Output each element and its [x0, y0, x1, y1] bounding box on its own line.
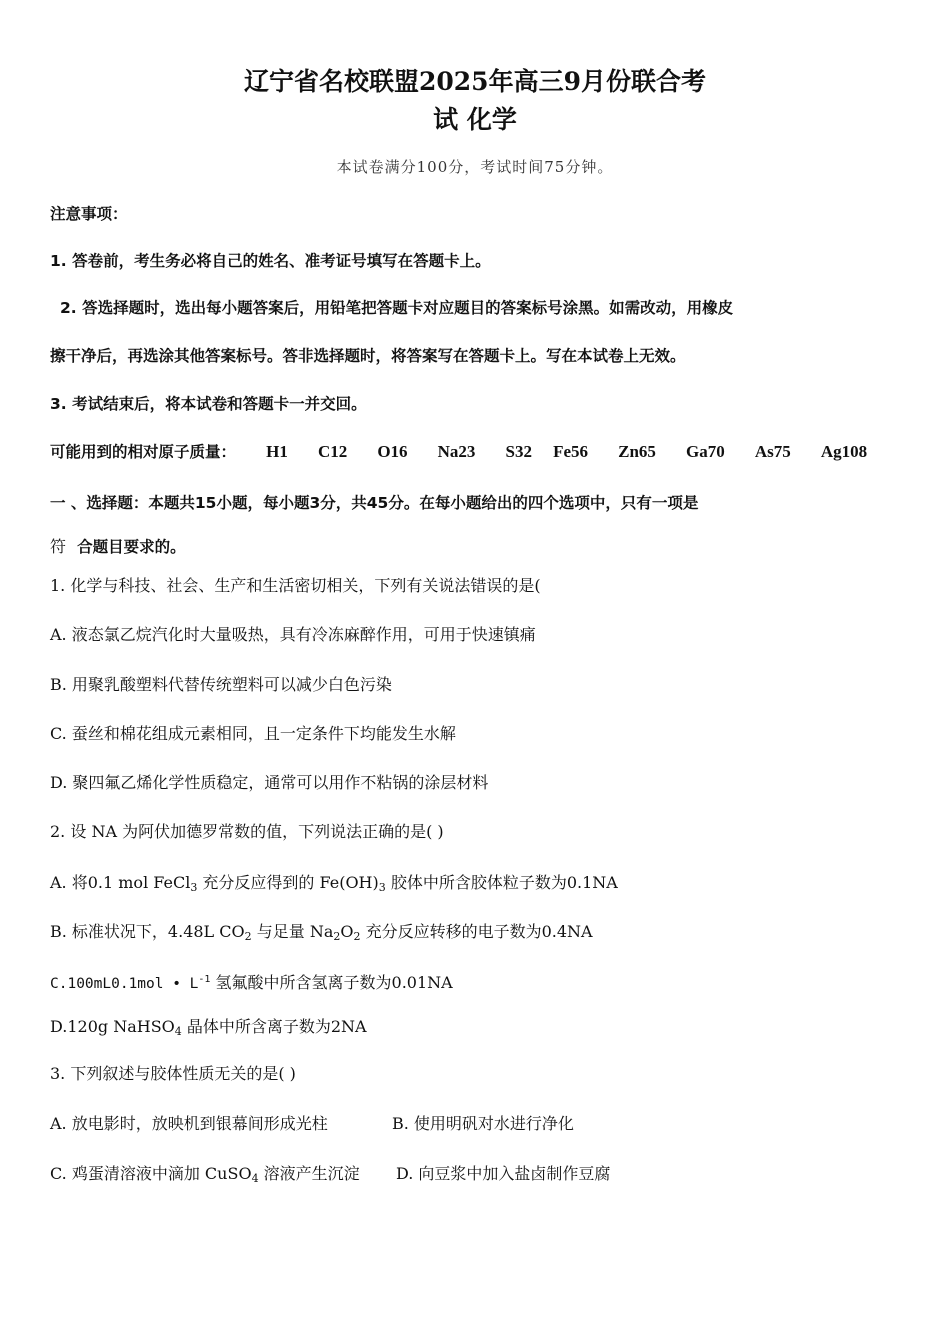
q2-a-text: 充分反应得到的 Fe(OH) [197, 873, 379, 892]
q3-c-text: 溶液产生沉淀 [258, 1164, 360, 1183]
atomic-mass-item: As75 [754, 442, 791, 461]
section-1-heading: 一 、选择题：本题共15小题，每小题3分，共45分。在每小题给出的四个选项中，只有一项是 [50, 494, 699, 512]
atomic-mass-item: Fe56 [553, 442, 589, 461]
q2-c-sup: -1 [198, 974, 211, 985]
q2-d-text: 晶体中所含离子数为2NA [181, 1017, 367, 1036]
section-1-heading-cont [50, 536, 186, 558]
q2-b-text: O [340, 922, 354, 941]
atomic-mass-item: Ga70 [686, 442, 725, 461]
q2-b-sub: 2 [244, 930, 252, 943]
q2-a-sub: 3 [378, 881, 386, 894]
q2-c-text: 氢氟酸中所含氢离子数为0.01NA [210, 973, 453, 992]
q2-d-text: D.120g NaHSO [50, 1017, 175, 1036]
q1-option-b: B. 用聚乳酸塑料代替传统塑料可以减少白色污染 [50, 675, 392, 694]
q2-b-sub: 2 [353, 930, 361, 943]
atomic-mass-label: 可能用到的相对原子质量： [50, 443, 237, 461]
q2-option-a [50, 872, 618, 899]
notes-heading: 注意事项： [50, 205, 128, 223]
note-1: 1. 答卷前，考生务必将自己的姓名、准考证号填写在答题卡上。 [50, 252, 491, 270]
q2-c-text: C.100mL0.1mol • L [50, 976, 199, 992]
q3-option-c [50, 1163, 360, 1190]
q1-option-c: C. 蚕丝和棉花组成元素相同，且一定条件下均能发生水解 [50, 724, 456, 743]
atomic-mass-item: S32 [505, 442, 532, 461]
q2-b-sub: 2 [333, 930, 341, 943]
q2-stem: 2. 设 NA 为阿伏加德罗常数的值，下列说法正确的是( ) [50, 822, 444, 841]
exam-subject: 试 化学 [433, 105, 517, 134]
atomic-mass-item: H1 [266, 442, 288, 461]
atomic-mass-item: C12 [317, 442, 348, 461]
q2-option-d [50, 1016, 367, 1043]
note-2-line1: 2. 答选择题时，选出每小题答案后，用铅笔把答题卡对应题目的答案标号涂黑。如需改动，用橡皮 [60, 299, 734, 317]
q2-a-text: 胶体中所含胶体粒子数为0.1NA [385, 873, 618, 892]
q2-d-sub: 4 [174, 1025, 182, 1038]
q3-c-sub: 4 [251, 1172, 259, 1185]
note-3: 3. 考试结束后，将本试卷和答题卡一并交回。 [50, 395, 367, 413]
q3-option-d: D. 向豆浆中加入盐卤制作豆腐 [396, 1164, 611, 1183]
exam-title: 辽宁省名校联盟2025年高三9月份联合考 [244, 67, 706, 96]
q2-option-b [50, 921, 593, 948]
q1-option-d: D. 聚四氟乙烯化学性质稳定，通常可以用作不粘锅的涂层材料 [50, 773, 489, 792]
q1-stem: 1. 化学与科技、社会、生产和生活密切相关，下列有关说法错误的是( [50, 576, 541, 595]
atomic-mass-item: Na23 [437, 442, 476, 461]
q2-a-text: A. 将0.1 mol FeCl [50, 873, 191, 892]
atomic-mass-item: Ag108 [820, 442, 868, 461]
q3-c-text: C. 鸡蛋清溶液中滴加 CuSO [50, 1164, 252, 1183]
atomic-mass-item: O16 [377, 442, 408, 461]
q1-option-a: A. 液态氯乙烷汽化时大量吸热，具有冷冻麻醉作用，可用于快速镇痛 [50, 625, 536, 644]
q2-option-c [50, 969, 453, 995]
q2-b-text: 充分反应转移的电子数为0.4NA [360, 922, 593, 941]
q2-b-text: 与足量 Na [251, 922, 334, 941]
atomic-mass-row [50, 441, 867, 463]
section-1-char: 符 [50, 537, 67, 556]
q2-b-text: B. 标准状况下，4.48L CO [50, 922, 245, 941]
atomic-mass-item: Zn65 [618, 442, 656, 461]
note-2-line2: 擦干净后，再选涂其他答案标号。答非选择题时，将答案写在答题卡上。写在本试卷上无效。 [50, 347, 686, 365]
q2-a-sub: 3 [190, 881, 198, 894]
q3-option-a: A. 放电影时，放映机到银幕间形成光柱 [50, 1114, 328, 1133]
exam-info: 本试卷满分100分，考试时间75分钟。 [336, 158, 614, 176]
section-1-rest: 合题目要求的。 [77, 538, 186, 556]
q3-option-b: B. 使用明矾对水进行净化 [392, 1114, 574, 1133]
q3-stem: 3. 下列叙述与胶体性质无关的是( ) [50, 1064, 296, 1083]
